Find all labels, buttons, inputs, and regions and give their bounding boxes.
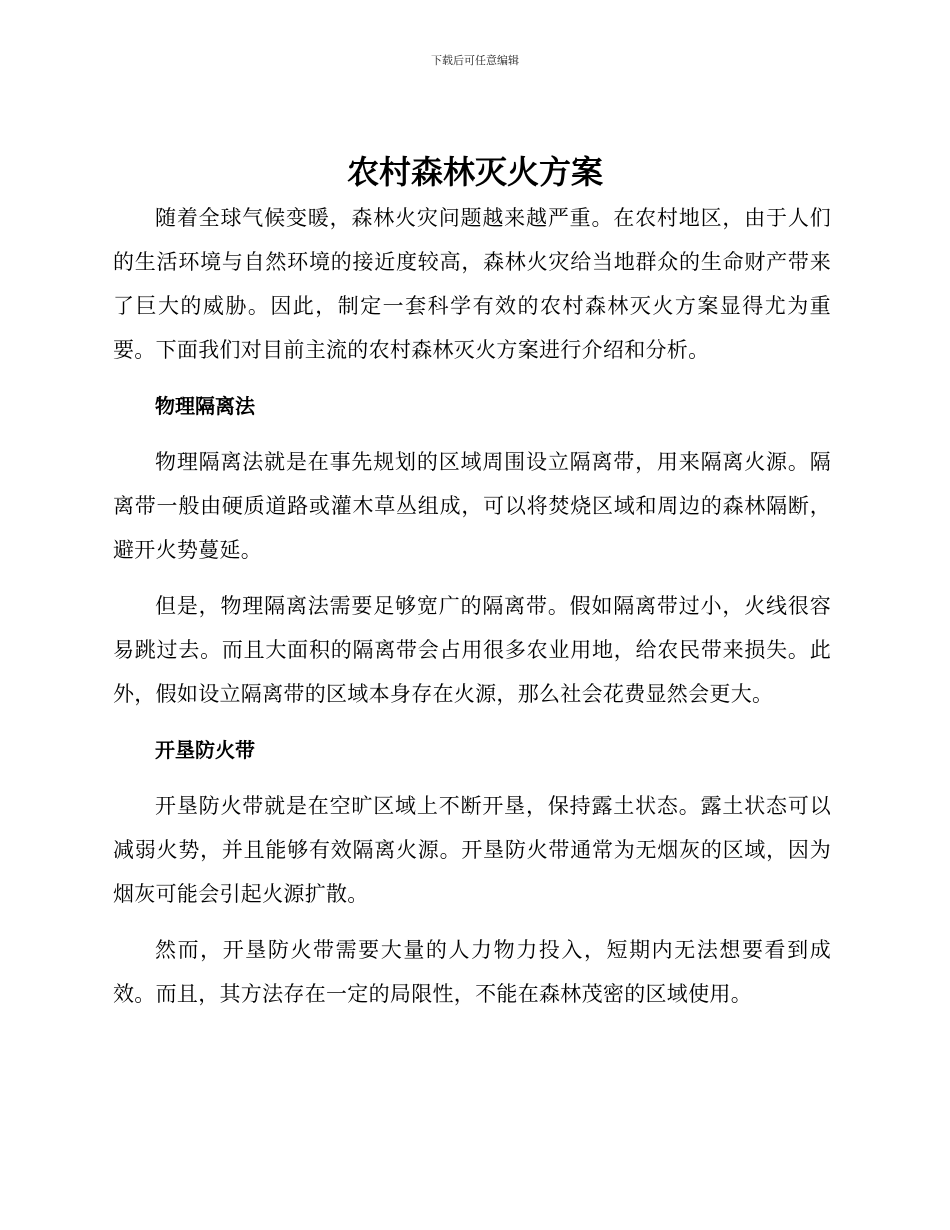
section-paragraph: 但是，物理隔离法需要足够宽广的隔离带。假如隔离带过小，火线很容易跳过去。而且大面积的隔离带会占用很多农业用地，给农民带来损失。此外，假如设立隔离带的区域本身存在火源，那么社会花费显然会更大。 <box>113 594 831 706</box>
intro-paragraph: 随着全球气候变暖，森林火灾问题越来越严重。在农村地区，由于人们的生活环境与自然环境的接近度较高，森林火灾给当地群众的生命财产带来了巨大的威胁。因此，制定一套科学有效的农村森林灭火方案显得尤为重要。下面我们对目前主流的农村森林灭火方案进行介绍和分析。 <box>113 206 831 362</box>
section-physical-isolation <box>113 384 831 716</box>
section-paragraph: 开垦防火带就是在空旷区域上不断开垦，保持露土状态。露土状态可以减弱火势，并且能够有效隔离火源。开垦防火带通常为无烟灰的区域，因为烟灰可能会引起火源扩散。 <box>113 794 831 906</box>
document-body <box>113 196 831 1028</box>
document-title: 农村森林灭火方案 <box>346 153 603 191</box>
section-heading: 开垦防火带 <box>155 738 255 762</box>
section-firebreak <box>113 728 831 1016</box>
section-paragraph: 然而，开垦防火带需要大量的人力物力投入，短期内无法想要看到成效。而且，其方法存在一定的局限性，不能在森林茂密的区域使用。 <box>113 938 831 1006</box>
section-paragraph: 物理隔离法就是在事先规划的区域周围设立隔离带，用来隔离火源。隔离带一般由硬质道路或灌木草丛组成，可以将焚烧区域和周边的森林隔断，避开火势蔓延。 <box>113 450 831 562</box>
section-heading: 物理隔离法 <box>155 394 255 418</box>
page-header: 下载后可任意编辑 <box>431 54 519 67</box>
